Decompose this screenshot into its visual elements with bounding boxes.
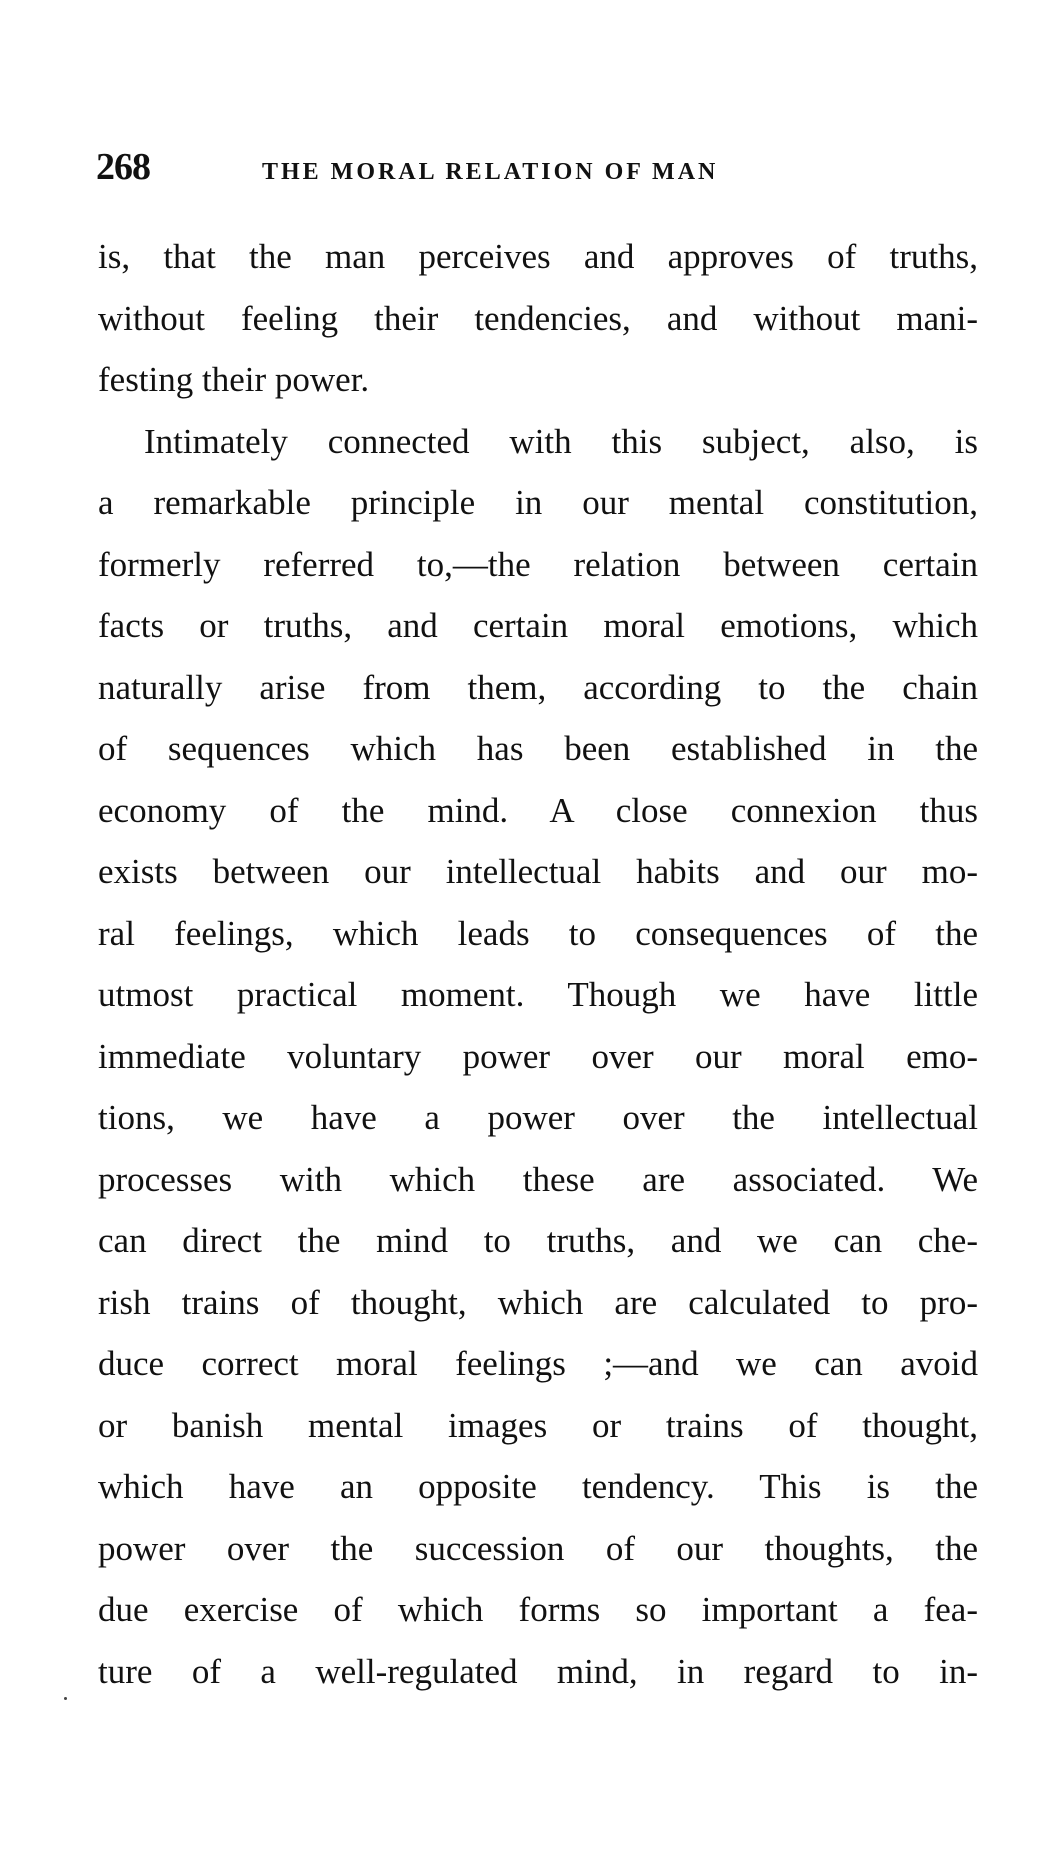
text-line: can direct the mind to truths, and we can che- [98,1221,978,1260]
text-line: exists between our intellectual habits and our mo- [98,852,978,891]
text-line: immediate voluntary power over our moral emo- [98,1036,978,1076]
text-line: processes with which these are associated. We [98,1159,978,1199]
text-line: facts or truths, and certain moral emotions, which [98,606,978,645]
text-line: or banish mental images or trains of thought, [98,1405,978,1445]
text-line: of sequences which has been established in the [98,729,978,768]
margin-speck [64,1697,67,1700]
text-line: ral feelings, which leads to consequences of the [98,913,978,953]
text-line: festing their power. [98,360,370,399]
text-line: which have an opposite tendency. This is the [98,1467,978,1506]
body-text [98,226,978,1702]
text-line: a remarkable principle in our mental constitution, [98,483,978,522]
text-line: naturally arise from them, according to the chain [98,667,978,707]
text-line: rish trains of thought, which are calculated to pro- [98,1282,978,1322]
text-line: duce correct moral feelings ;—and we can avoid [98,1344,978,1383]
text-line: is, that the man perceives and approves of truths, [98,237,978,276]
text-line: without feeling their tendencies, and without mani- [98,298,978,338]
text-line: tions, we have a power over the intellectual [98,1098,978,1137]
page-number: 268 [96,146,150,188]
text-line: power over the succession of our thoughts, the [98,1528,978,1568]
text-line: utmost practical moment. Though we have little [98,975,978,1014]
text-line: ture of a well-regulated mind, in regard to in- [98,1651,978,1691]
text-line: Intimately connected with this subject, also, is [144,421,978,461]
running-head: THE MORAL RELATION OF MAN [262,159,719,185]
text-line: due exercise of which forms so important a fea- [98,1590,978,1629]
text-line: economy of the mind. A close connexion thus [98,790,978,830]
text-line: formerly referred to,—the relation between certain [98,544,978,584]
